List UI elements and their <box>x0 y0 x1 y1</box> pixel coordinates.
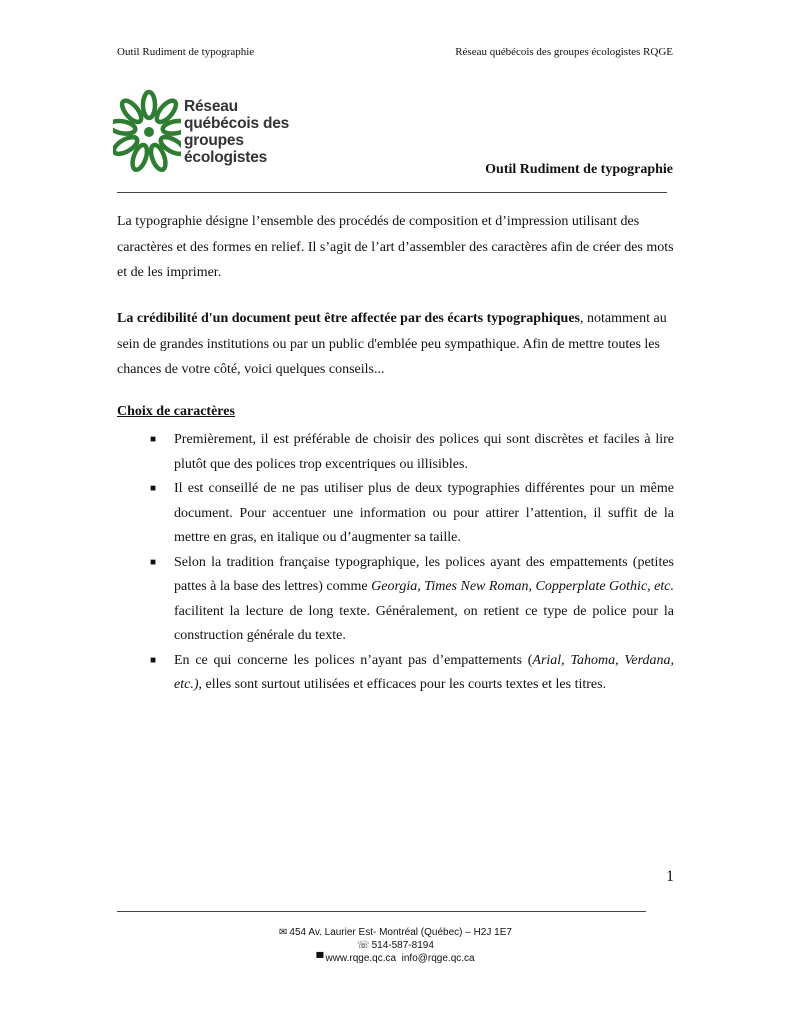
logo-line: groupes <box>184 132 244 149</box>
footer-web-line <box>0 952 791 965</box>
envelope-icon: ✉ <box>279 927 288 938</box>
list-item-text-after: , elles sont surtout utilisées et efficaces pour les courts textes et les titres. <box>198 677 607 692</box>
leaf-rosette-icon <box>113 88 181 174</box>
title-divider <box>117 192 667 193</box>
credibility-paragraph <box>117 306 674 383</box>
bullet-square-icon: ■ <box>150 434 157 445</box>
list-item-italic: Georgia, Times New Roman, Copperplate Gothic, etc. <box>371 579 674 594</box>
footer-phone: 514-587-8194 <box>371 940 434 951</box>
footer-address: 454 Av. Laurier Est- Montréal (Québec) – H2J 1E7 <box>289 927 512 938</box>
intro-paragraph: La typographie désigne l’ensemble des procédés de composition et d’impression utilisant des caractères et des formes en relief. Il s’agit de l’art d’assembler des caractères afin de créer des mots et de les imprimer. <box>117 214 674 280</box>
list-item-text: Premièrement, il est préférable de choisir des polices qui sont discrètes et faciles à lire plutôt que des polices trop excentriques ou illisibles. <box>174 432 674 472</box>
section-heading: Choix de caractères <box>117 404 235 419</box>
logo-line: écologistes <box>184 149 268 166</box>
list-item-text: Selon la tradition française typographique, les polices ayant des empattements (petites pattes à la base des lettres) comme <box>174 554 674 594</box>
bullet-square-icon: ■ <box>150 483 157 494</box>
logo-line: québécois des <box>184 115 290 132</box>
rqge-logo <box>113 88 289 174</box>
footer-address-line <box>0 926 791 939</box>
document-title: Outil Rudiment de typographie <box>485 162 673 177</box>
list-item-text: En ce qui concerne les polices n’ayant pas d’empattements ( <box>174 652 533 668</box>
footer-phone-line <box>0 939 791 952</box>
advice-list <box>117 428 674 698</box>
footer <box>0 926 791 965</box>
computer-icon: ▀ <box>316 953 324 964</box>
credibility-rest-text: , notamment au sein de grandes institutions ou par un public d'emblée peu sympathique. Afin de mettre toutes les chances de votre côté, voici quelques conseils... <box>117 311 667 377</box>
list-item-italic: Arial, Tahoma, Verdana, etc.) <box>174 652 674 692</box>
list-item <box>117 428 674 477</box>
header-right-text: Réseau québécois des groupes écologistes RQGE <box>455 46 673 58</box>
phone-icon: ☏ <box>357 940 370 951</box>
list-item-text-after: facilitent la lecture de long texte. Généralement, on retient ce type de police pour la construction générale du texte. <box>174 603 674 643</box>
list-item <box>117 551 674 649</box>
footer-website[interactable]: www.rqge.qc.ca <box>325 953 397 964</box>
list-item <box>117 649 674 698</box>
header-left-text: Outil Rudiment de typographie <box>117 46 255 58</box>
logo-line: Réseau <box>184 98 238 115</box>
credibility-bold-text: La crédibilité d'un document peut être affectée par des écarts typographiques <box>117 311 580 326</box>
logo-text <box>184 98 289 166</box>
bullet-square-icon: ■ <box>150 556 157 568</box>
page-number: 1 <box>666 868 674 885</box>
list-item <box>117 477 674 551</box>
footer-divider <box>117 911 646 912</box>
bullet-square-icon: ■ <box>150 654 157 666</box>
running-header <box>117 46 673 58</box>
footer-email[interactable]: info@rqge.qc.ca <box>401 953 475 964</box>
list-item-text: Il est conseillé de ne pas utiliser plus de deux typographies différentes pour un même document. Pour accentuer une information ou pour attirer l’attention, il suffit de la mettre en gras, en italique ou d’augmenter sa taille. <box>174 481 674 545</box>
